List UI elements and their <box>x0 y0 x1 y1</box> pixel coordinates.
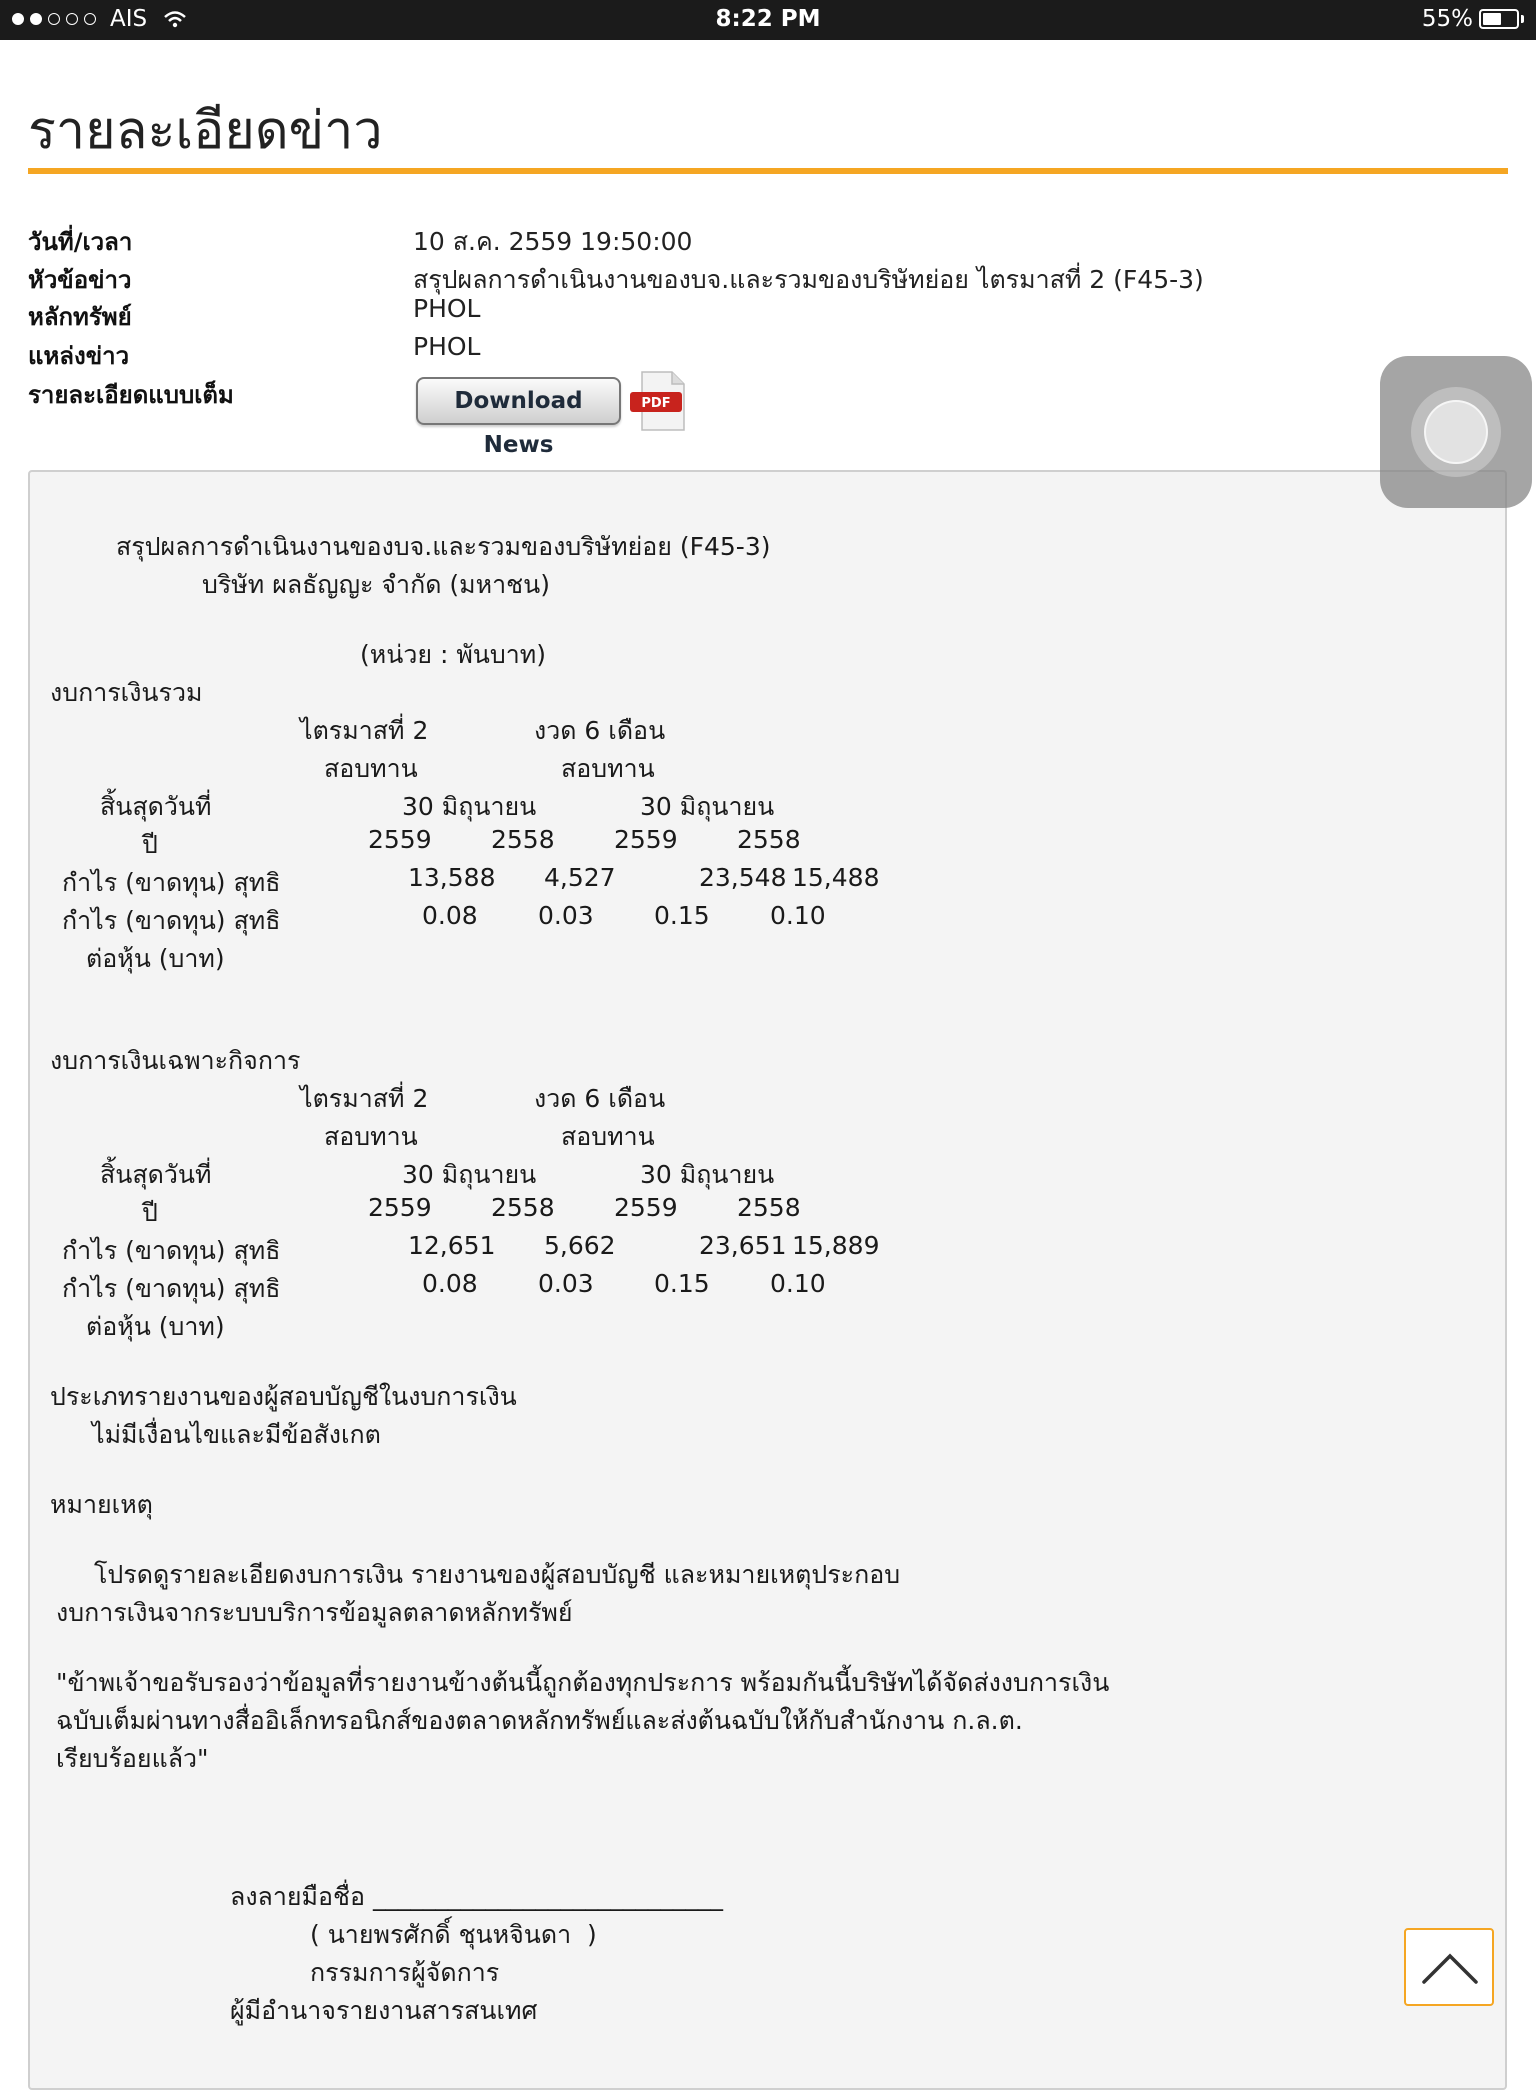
auditor-type-value: ไม่มีเงื่อนไขและมีข้อสังเกต <box>92 1420 381 1449</box>
unit-label: (หน่วย : พันบาท) <box>360 640 547 669</box>
eps-cell: 0.08 <box>422 1269 478 1298</box>
period-value: 30 มิถุนายน <box>402 1160 537 1189</box>
eps-label: กำไร (ขาดทุน) สุทธิ <box>62 1274 281 1303</box>
audit-label: สอบทาน <box>561 1122 655 1151</box>
year-label: ปี <box>142 830 158 859</box>
audit-label: สอบทาน <box>324 754 418 783</box>
audit-label: สอบทาน <box>324 1122 418 1151</box>
period-label: สิ้นสุดวันที่ <box>100 1160 212 1189</box>
year-cell: 2559 <box>368 825 432 854</box>
net-profit-cell: 15,889 <box>792 1231 880 1260</box>
net-profit-cell: 15,488 <box>792 863 880 892</box>
carrier-name: AIS <box>110 6 148 32</box>
eps-cell: 0.03 <box>538 1269 594 1298</box>
net-profit-cell: 13,588 <box>408 863 496 892</box>
col-group-6months: งวด 6 เดือน <box>534 716 666 745</box>
battery-tip <box>1521 15 1524 23</box>
eps-label: กำไร (ขาดทุน) สุทธิ <box>62 906 281 935</box>
news-content-box <box>28 470 1507 2090</box>
pdf-icon[interactable] <box>628 370 688 432</box>
certification-line: "ข้าพเจ้าขอรับรองว่าข้อมูลที่รายงานข้างต้นนี้ถูกต้องทุกประการ พร้อมกันนี้บริษัทได้จัดส่งงบการเงิน <box>56 1668 1110 1697</box>
col-group-quarter: ไตรมาสที่ 2 <box>300 716 429 745</box>
separate-title: งบการเงินเฉพาะกิจการ <box>50 1046 301 1075</box>
remark-line: งบการเงินจากระบบบริการข้อมูลตลาดหลักทรัพย์ <box>56 1598 573 1627</box>
assistive-touch-button[interactable] <box>1380 356 1532 508</box>
net-profit-cell: 5,662 <box>544 1231 616 1260</box>
status-right <box>1422 6 1524 32</box>
year-cell: 2559 <box>614 1193 678 1222</box>
status-bar <box>0 0 1536 40</box>
security-label: หลักทรัพย์ <box>28 303 132 331</box>
scroll-to-top-button[interactable] <box>1404 1928 1494 2006</box>
download-news-button[interactable]: Download News <box>416 377 621 425</box>
status-time: 8:22 PM <box>715 6 821 32</box>
security-value: PHOL <box>413 294 481 323</box>
net-profit-cell: 4,527 <box>544 863 616 892</box>
eps-cell: 0.15 <box>654 901 710 930</box>
eps-cell: 0.08 <box>422 901 478 930</box>
headline-value: สรุปผลการดำเนินงานของบจ.และรวมของบริษัทย่อย ไตรมาสที่ 2 (F45-3) <box>413 265 1204 294</box>
year-cell: 2558 <box>491 825 555 854</box>
page-title: รายละเอียดข่าว <box>28 101 383 161</box>
battery-fill <box>1483 13 1501 25</box>
headline-label: หัวข้อข่าว <box>28 266 132 294</box>
battery-icon <box>1479 9 1519 29</box>
certification-line: ฉบับเต็มผ่านทางสื่ออิเล็กทรอนิกส์ของตลาดหลักทรัพย์และส่งต้นฉบับให้กับสำนักงาน ก.ล.ต. <box>56 1706 1023 1735</box>
net-profit-label: กำไร (ขาดทุน) สุทธิ <box>62 868 281 897</box>
battery-percent: 55% <box>1421 6 1473 32</box>
col-group-6months: งวด 6 เดือน <box>534 1084 666 1113</box>
year-cell: 2558 <box>737 825 801 854</box>
net-profit-cell: 12,651 <box>408 1231 496 1260</box>
remark-label: หมายเหตุ <box>50 1490 153 1519</box>
audit-label: สอบทาน <box>561 754 655 783</box>
consolidated-title: งบการเงินรวม <box>50 678 203 707</box>
signer-title: กรรมการผู้จัดการ <box>310 1958 500 1987</box>
col-group-quarter: ไตรมาสที่ 2 <box>300 1084 429 1113</box>
net-profit-cell: 23,651 <box>699 1231 787 1260</box>
year-cell: 2558 <box>737 1193 801 1222</box>
pdf-label: PDF <box>641 396 671 411</box>
period-value: 30 มิถุนายน <box>640 792 775 821</box>
eps-cell: 0.10 <box>770 901 826 930</box>
eps-label-2: ต่อหุ้น (บาท) <box>86 1312 225 1341</box>
signature-line: ลงลายมือชื่อ ____________________________ <box>230 1882 723 1911</box>
eps-label-2: ต่อหุ้น (บาท) <box>86 944 225 973</box>
report-heading: สรุปผลการดำเนินงานของบจ.และรวมของบริษัทย่อย (F45-3) <box>116 532 771 561</box>
signer-name: ( นายพรศักดิ์ ชุนหจินดา ) <box>310 1920 597 1949</box>
full-detail-label: รายละเอียดแบบเต็ม <box>28 381 234 409</box>
period-value: 30 มิถุนายน <box>402 792 537 821</box>
datetime-value: 10 ส.ค. 2559 19:50:00 <box>413 227 693 256</box>
year-cell: 2559 <box>368 1193 432 1222</box>
eps-cell: 0.15 <box>654 1269 710 1298</box>
datetime-label: วันที่/เวลา <box>28 228 133 256</box>
year-label: ปี <box>142 1198 158 1227</box>
signer-role: ผู้มีอำนาจรายงานสารสนเทศ <box>230 1996 538 2025</box>
net-profit-label: กำไร (ขาดทุน) สุทธิ <box>62 1236 281 1265</box>
remark-line: โปรดดูรายละเอียดงบการเงิน รายงานของผู้สอบบัญชี และหมายเหตุประกอบ <box>94 1560 901 1589</box>
title-divider <box>28 168 1508 174</box>
eps-cell: 0.03 <box>538 901 594 930</box>
year-cell: 2558 <box>491 1193 555 1222</box>
chevron-up-icon <box>1420 1944 1480 1990</box>
period-label: สิ้นสุดวันที่ <box>100 792 212 821</box>
period-value: 30 มิถุนายน <box>640 1160 775 1189</box>
net-profit-cell: 23,548 <box>699 863 787 892</box>
eps-cell: 0.10 <box>770 1269 826 1298</box>
assistive-core <box>1424 400 1488 464</box>
source-label: แหล่งข่าว <box>28 342 130 370</box>
source-value: PHOL <box>413 332 481 361</box>
auditor-type-label: ประเภทรายงานของผู้สอบบัญชีในงบการเงิน <box>50 1382 517 1411</box>
certification-line: เรียบร้อยแล้ว" <box>56 1744 209 1773</box>
company-name: บริษัท ผลธัญญะ จำกัด (มหาชน) <box>202 570 550 599</box>
year-cell: 2559 <box>614 825 678 854</box>
